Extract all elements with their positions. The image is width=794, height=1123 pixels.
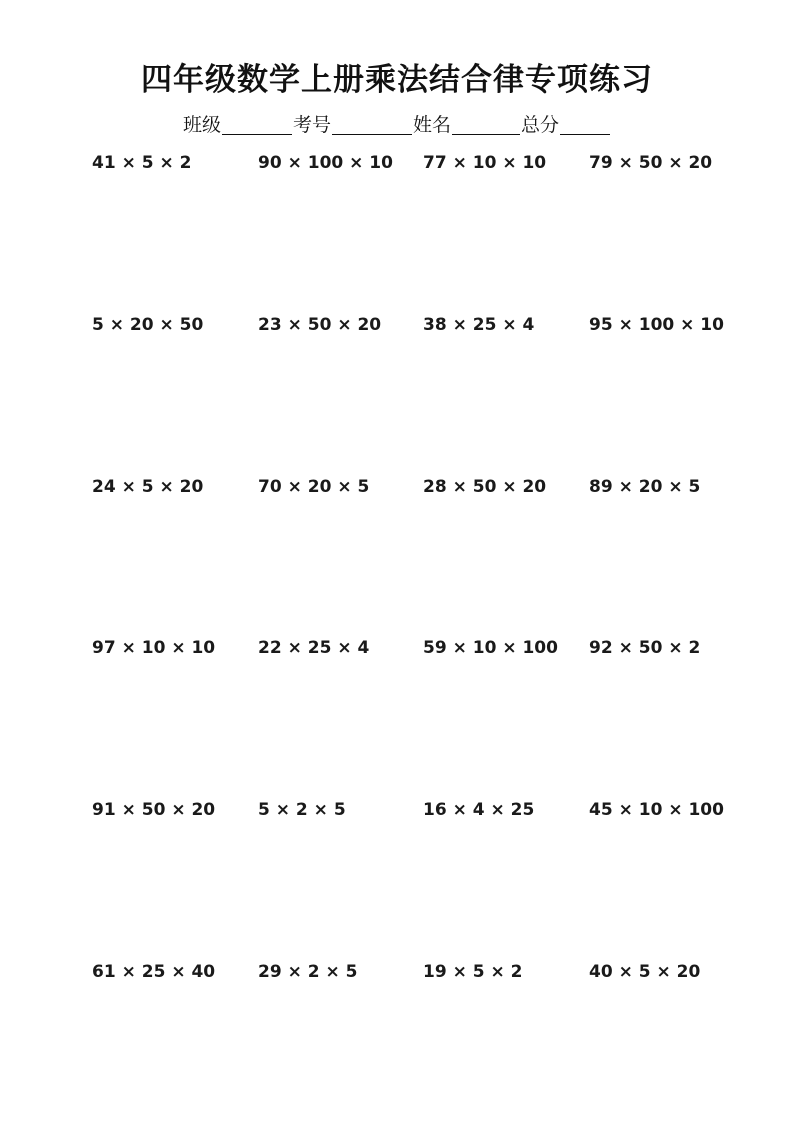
problem-row xyxy=(92,636,752,798)
problem-item: 24 × 5 × 20 xyxy=(92,476,204,497)
problem-item: 90 × 100 × 10 xyxy=(258,153,393,173)
problem-item: 22 × 25 × 4 xyxy=(258,638,370,659)
worksheet-title: 四年级数学上册乘法结合律专项练习 xyxy=(141,62,653,98)
class-blank[interactable] xyxy=(222,114,292,135)
problem-item: 29 × 2 × 5 xyxy=(258,961,358,982)
problem-item: 70 × 20 × 5 xyxy=(258,476,370,497)
problem-grid xyxy=(92,151,752,1122)
problem-item: 5 × 2 × 5 xyxy=(258,800,346,821)
exam-number-blank[interactable] xyxy=(332,114,412,135)
problem-row xyxy=(92,798,752,960)
name-label: 姓名 xyxy=(413,114,452,136)
problem-item: 95 × 100 × 10 xyxy=(589,314,724,335)
problem-item: 19 × 5 × 2 xyxy=(423,961,523,982)
problem-item: 5 × 20 × 50 xyxy=(92,314,204,335)
problem-item: 23 × 50 × 20 xyxy=(258,314,382,335)
problem-item: 79 × 50 × 20 xyxy=(589,153,713,173)
problem-item: 91 × 50 × 20 xyxy=(92,800,216,821)
problem-item: 59 × 10 × 100 xyxy=(423,638,558,659)
total-score-label: 总分 xyxy=(521,114,560,136)
name-blank[interactable] xyxy=(452,114,520,135)
problem-item: 38 × 25 × 4 xyxy=(423,314,535,335)
student-info-row xyxy=(0,112,794,138)
class-label: 班级 xyxy=(182,114,221,136)
problem-item: 16 × 4 × 25 xyxy=(423,800,535,821)
total-score-blank[interactable] xyxy=(560,114,610,135)
problem-row xyxy=(92,475,752,637)
problem-item: 89 × 20 × 5 xyxy=(589,476,701,497)
problem-item: 97 × 10 × 10 xyxy=(92,638,216,659)
problem-item: 41 × 5 × 2 xyxy=(92,153,192,173)
problem-row xyxy=(92,960,752,1122)
problem-item: 40 × 5 × 20 xyxy=(589,961,701,982)
problem-item: 61 × 25 × 40 xyxy=(92,961,216,982)
exam-number-label: 考号 xyxy=(292,114,331,136)
problem-item: 28 × 50 × 20 xyxy=(423,476,547,497)
problem-item: 92 × 50 × 2 xyxy=(589,638,701,659)
problem-item: 77 × 10 × 10 xyxy=(423,153,547,173)
problem-row xyxy=(92,151,752,313)
problem-item: 45 × 10 × 100 xyxy=(589,800,724,821)
problem-row xyxy=(92,313,752,475)
